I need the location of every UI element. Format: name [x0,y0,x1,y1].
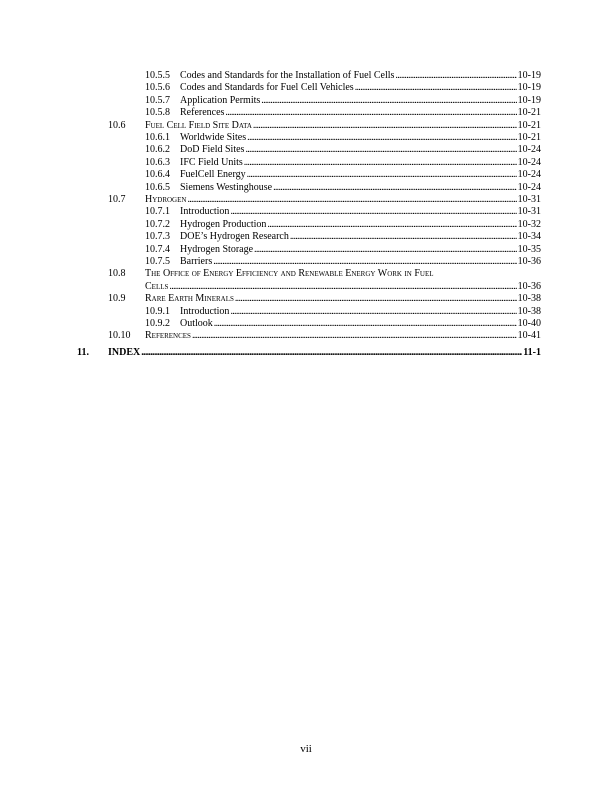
toc-entry-page: 10-19 [517,82,541,94]
toc-entry[interactable] [0,330,612,342]
toc-entry-label: DOE’s Hydrogen Research [180,231,289,243]
toc-entry[interactable] [0,219,612,231]
toc-entry-number: 10.9.2 [145,318,170,329]
toc-entry-label: INDEX [108,346,141,358]
toc-entry[interactable] [0,206,612,218]
toc-entry-number: 10.9 [108,293,126,305]
toc-leader-dots [355,82,517,94]
toc-entry-page: 10-24 [517,144,541,156]
toc-entry-page: 10-21 [517,132,541,143]
toc-entry-page: 10-36 [517,280,541,292]
toc-entry-number: 10.7.4 [145,243,170,255]
toc-entry-number: 10.6.5 [145,181,170,193]
toc-entry-label: Cells [145,280,169,292]
page-number: vii [300,743,312,755]
toc-entry-label: Barriers [180,256,213,267]
toc-entry-page: 10-40 [517,318,541,329]
toc-entry[interactable] [0,169,612,181]
toc-entry-label: Hydrogen Storage [180,243,254,255]
toc-entry-number: 10.6.2 [145,144,170,156]
toc-leader-dots [247,132,517,144]
toc-leader-dots [225,107,516,119]
toc-entry[interactable] [0,318,612,330]
toc-entry[interactable] [0,107,612,119]
toc-entry[interactable] [0,82,612,94]
toc-entry-page: 10-38 [517,293,541,305]
toc-leader-dots [245,144,516,156]
toc-leader-dots [230,206,516,218]
toc-entry-number: 10.7.1 [145,206,170,218]
toc-leader-dots [395,70,516,82]
toc-entry-page: 10-21 [517,107,541,119]
toc-entry-page: 10-19 [517,94,541,106]
toc-entry-label: Siemens Westinghouse [180,181,273,193]
toc-entry-continuation[interactable] [0,281,612,293]
toc-entry-page: 10-31 [517,206,541,218]
toc-entry-label: Introduction [180,206,230,218]
toc-entry-number: 10.6 [108,119,126,131]
toc-entry-page: 11-1 [523,346,541,358]
toc-entry-number: 10.5.6 [145,82,170,94]
toc-entry-number: 10.6.4 [145,169,170,181]
toc-entry[interactable] [0,95,612,107]
toc-entry-page: 10-24 [517,156,541,168]
toc-entry-number: 10.6.3 [145,156,170,168]
toc-entry-label: Codes and Standards for Fuel Cell Vehicles [180,82,354,94]
toc-leader-dots [273,182,517,194]
toc-leader-dots [169,281,516,293]
toc-entry-label: Application Permits [180,94,261,106]
toc-entry-page: 10-32 [517,218,541,230]
toc-entry[interactable] [0,70,612,82]
toc-leader-dots [192,330,517,342]
toc-entry-label: References [180,107,225,119]
toc-entry[interactable] [0,244,612,256]
toc-leader-dots [141,347,522,359]
toc-entry[interactable] [0,306,612,318]
toc-entry-page: 10-21 [517,119,541,131]
toc-entry-number: 10.5.7 [145,94,170,106]
toc-entry-label: DoD Field Sites [180,144,245,156]
toc-entry[interactable] [0,268,612,280]
toc-leader-dots [267,219,516,231]
toc-entry-page: 10-41 [517,330,541,342]
toc-leader-dots [235,293,517,305]
toc-entry[interactable] [0,120,612,132]
toc-entry-page: 10-24 [517,181,541,193]
toc-entry-number: 10.10 [108,330,131,342]
toc-entry-number: 10.8 [108,268,126,280]
toc-entry-label: Rare Earth Minerals [145,293,234,305]
toc-entry-label: Outlook [180,318,213,329]
toc-entry[interactable] [0,132,612,144]
toc-entry-number: 11. [77,346,89,358]
toc-entry-page: 10-19 [517,70,541,81]
toc-leader-dots [230,306,516,318]
toc-leader-dots [290,231,517,243]
toc-entry-label: Hydrogen Production [180,218,267,230]
toc-leader-dots [187,194,516,206]
toc-entry[interactable] [0,144,612,156]
toc-entry-page: 10-31 [517,194,541,205]
toc-entry-number: 10.5.5 [145,70,170,81]
toc-entry-number: 10.7.5 [145,256,170,267]
toc-entry[interactable] [0,231,612,243]
toc-leader-dots [253,120,517,132]
toc-leader-dots [244,157,517,169]
toc-entry-page: 10-38 [517,305,541,317]
toc-entry-label: Hydrogen [145,194,187,205]
toc-leader-dots [261,95,516,107]
toc-entry-label: Fuel Cell Field Site Data [145,119,252,131]
toc-entry-number: 10.7.3 [145,231,170,243]
toc-entry-number: 10.6.1 [145,132,170,143]
toc-entry-page: 10-34 [517,231,541,243]
toc-entry-label: Worldwide Sites [180,132,247,143]
toc-entry-label: IFC Field Units [180,156,243,168]
toc-leader-dots [254,244,517,256]
toc-entry-page: 10-24 [517,169,541,181]
toc-leader-dots [214,318,517,330]
toc-entry-label: The Office of Energy Efficiency and Renewable Energy Work in Fuel [145,268,434,280]
toc-entry-label: Introduction [180,305,230,317]
toc-entry-page: 10-35 [517,243,541,255]
toc-entry[interactable] [0,256,612,268]
toc-entry-label: FuelCell Energy [180,169,246,181]
toc-entry-page: 10-36 [517,256,541,267]
toc-entry-label: Codes and Standards for the Installation of Fuel Cells [180,70,395,81]
toc-entry[interactable] [0,194,612,206]
toc-entry-number: 10.9.1 [145,305,170,317]
toc-entry-number: 10.7 [108,194,126,205]
toc-leader-dots [247,169,517,181]
toc-leader-dots [213,256,516,268]
toc-entry-number: 10.7.2 [145,218,170,230]
toc-entry-label: References [145,330,191,342]
toc-entry[interactable] [0,347,612,359]
toc-entry[interactable] [0,293,612,305]
toc-entry[interactable] [0,182,612,194]
toc-entry-number: 10.5.8 [145,107,170,119]
toc-entry[interactable] [0,157,612,169]
